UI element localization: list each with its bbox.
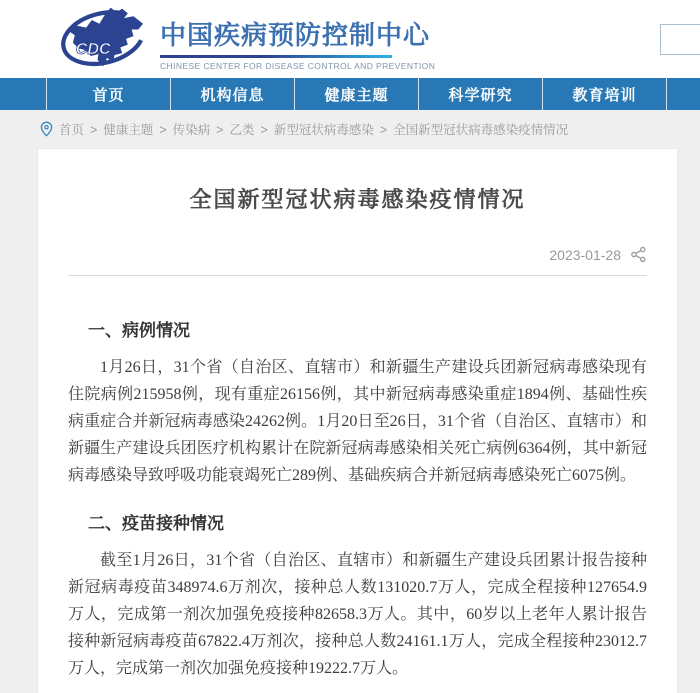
section-paragraph: 1月26日，31个省（自治区、直辖市）和新疆生产建设兵团新冠病毒感染现有住院病例215958例，现有重症26156例，其中新冠病毒感染重症1894例、基础性疾病重症合并新冠病毒感染24262例。1月20日至26日，31个省（自治区、直辖市）和新疆生产建设兵团医疗机构累计在院新冠病毒感染相关死亡病例6364例，其中新冠病毒感染导致呼吸功能衰竭死亡289例、基础疾病合并新冠病毒感染死亡6075例。 [68,359,647,484]
divider [68,275,647,276]
breadcrumb-separator: > [90,123,98,137]
breadcrumb-item-0[interactable]: 首页 [59,123,85,137]
site-title-zh: 中国疾病预防控制中心 [160,20,431,50]
breadcrumb-trail [59,120,568,138]
nav-item-research[interactable]: 科学研究 [419,78,543,110]
page-body [0,148,700,693]
article-meta [68,246,647,263]
nav-item-org-info[interactable]: 机构信息 [171,78,295,110]
breadcrumb-separator: > [159,123,167,137]
breadcrumb [0,110,700,148]
publish-date: 2023-01-28 [549,246,621,263]
breadcrumb-item-2[interactable]: 传染病 [172,123,211,137]
nav-item-home[interactable]: 首页 [47,78,171,110]
nav-item-health-topics[interactable]: 健康主题 [295,78,419,110]
section-heading: 二、疫苗接种情况 [88,514,224,533]
breadcrumb-separator: > [260,123,268,137]
article-section-1 [38,509,677,682]
article-section-0 [38,316,677,489]
header-search-input[interactable] [660,24,700,55]
article-card [37,148,678,693]
section-paragraph: 截至1月26日，31个省（自治区、直辖市）和新疆生产建设兵团累计报告接种新冠病毒疫苗348974.6万剂次，接种总人数131020.7万人，完成全程接种127654.9万人，完成第一剂次加强免疫接种82658.3万人。其中，60岁以上老年人累计报告接种新冠病毒疫苗67822.4万剂次，接种总人数24161.1万人，完成全程接种23012.7万人，完成第一剂次加强免疫接种19222.7万人。 [68,552,647,677]
breadcrumb-item-1[interactable]: 健康主题 [103,123,154,137]
breadcrumb-item-5: 全国新型冠状病毒感染疫情情况 [393,123,569,137]
section-heading: 一、病例情况 [88,321,190,340]
site-header [0,0,700,78]
main-nav [0,78,700,110]
nav-spacer [0,78,47,110]
brand-text [160,5,435,71]
location-pin-icon [40,121,53,137]
svg-text:CDC: CDC [75,40,111,59]
site-title-en: CHINESE CENTER FOR DISEASE CONTROL AND PREVENTION [160,61,436,71]
cdc-logo[interactable] [58,2,435,74]
nav-tail [667,78,700,110]
nav-item-education[interactable]: 教育培训 [543,78,667,110]
breadcrumb-separator: > [379,123,388,137]
cdc-logo-icon [58,2,156,74]
brand-underline [160,55,392,58]
breadcrumb-item-4[interactable]: 新型冠状病毒感染 [273,123,374,137]
article-body [38,316,677,682]
share-icon[interactable] [630,246,647,263]
page-title: 全国新型冠状病毒感染疫情情况 [189,187,526,212]
breadcrumb-separator: > [216,123,224,137]
breadcrumb-item-3[interactable]: 乙类 [229,123,255,137]
